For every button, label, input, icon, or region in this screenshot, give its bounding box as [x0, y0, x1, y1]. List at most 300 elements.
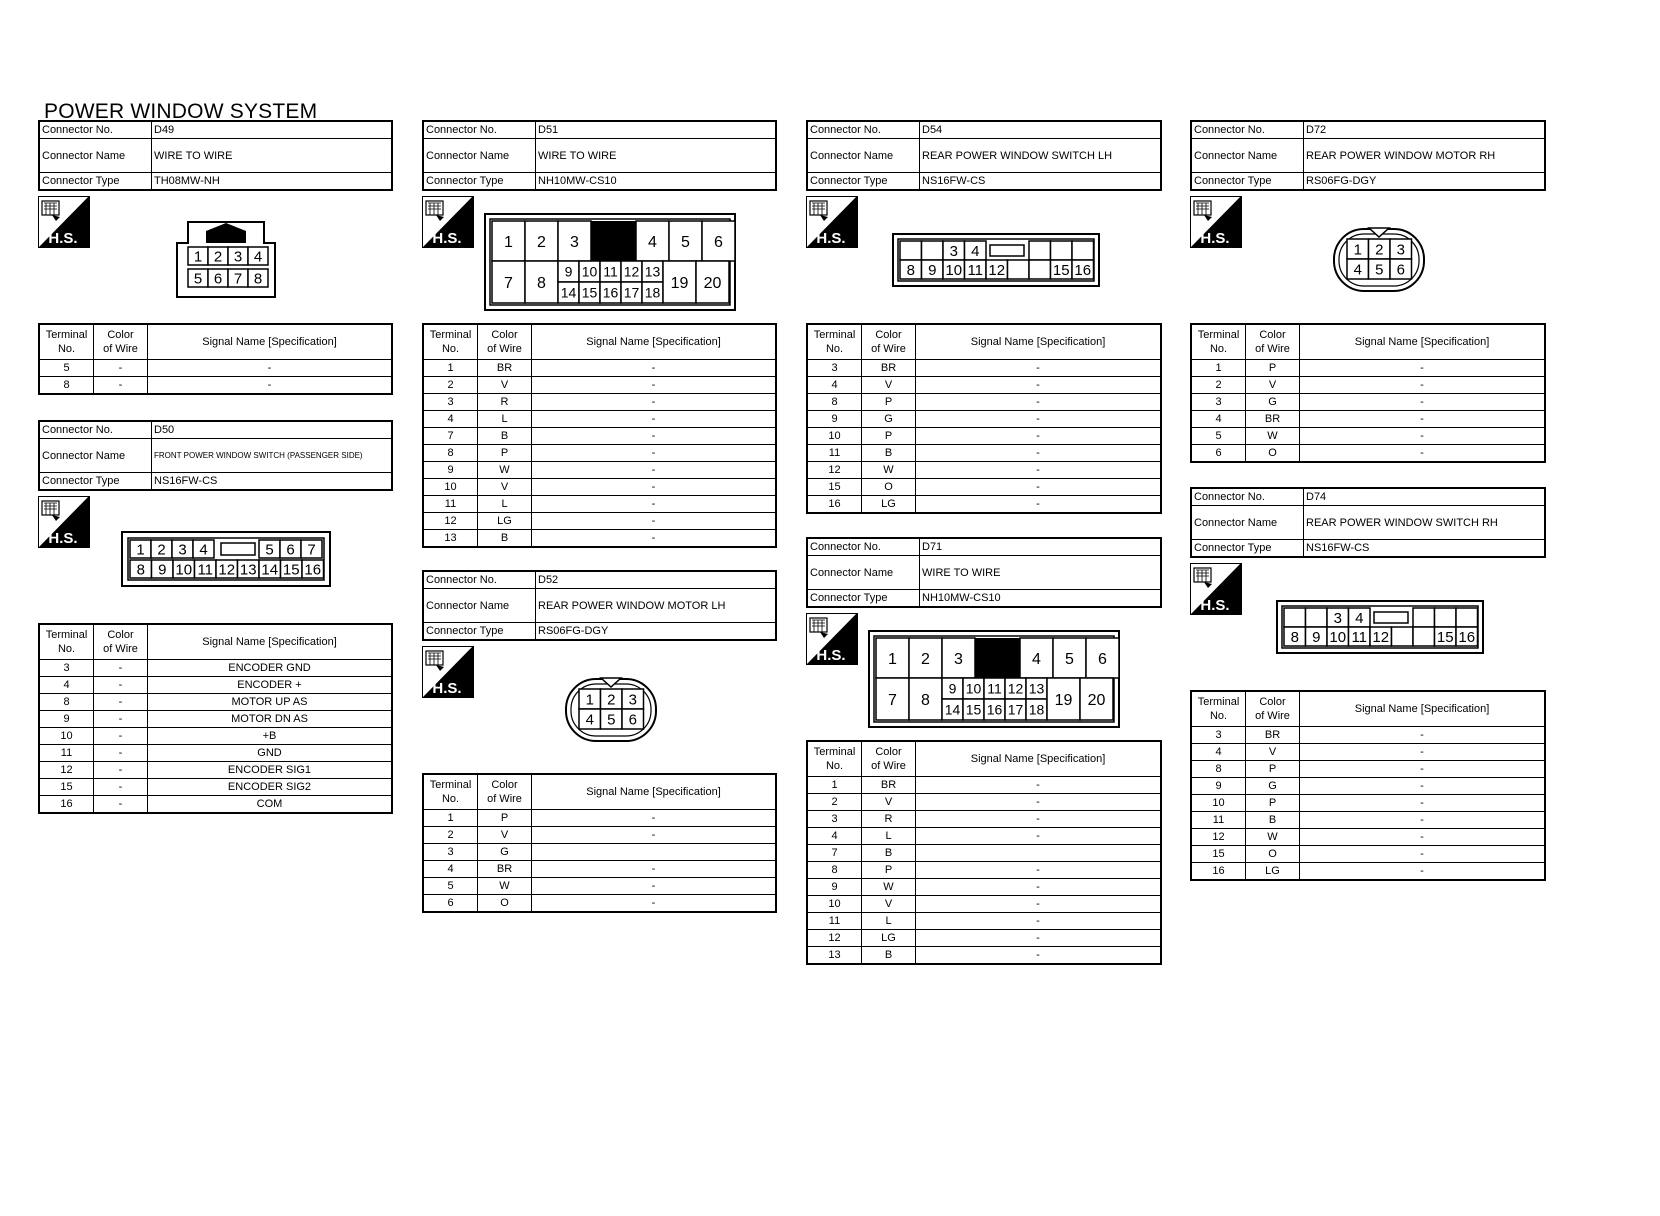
- connector-header: Connector No. D52 Connector Name REAR POWER WINDOW MOTOR LH Connector Type RS06FG-DGY: [422, 570, 777, 641]
- svg-text:14: 14: [560, 284, 577, 301]
- table-row: [423, 496, 776, 513]
- connector-name: WIRE TO WIRE: [152, 139, 393, 173]
- wire-color-cell: P: [862, 394, 916, 411]
- wire-color-cell: G: [862, 411, 916, 428]
- terminal-cell: 12: [807, 930, 862, 947]
- table-row: [807, 896, 1161, 913]
- connector-face-d71: [868, 630, 1120, 728]
- signal-name-cell: -: [916, 496, 1162, 514]
- pin-13: [238, 560, 260, 578]
- table-row: [807, 377, 1161, 394]
- wire-color-cell: W: [478, 462, 532, 479]
- pin-1: [1347, 239, 1369, 259]
- pin-15: [963, 699, 984, 720]
- terminal-table: Terminal No. Color of Wire Signal Name [Specification] 1 P - 2 V - 3 G 4 BR - 5 W - 6 O -: [422, 773, 777, 913]
- table-row: [807, 930, 1161, 947]
- pin-13: [1026, 678, 1047, 699]
- svg-text:12: 12: [623, 263, 640, 280]
- svg-text:2: 2: [607, 691, 616, 709]
- terminal-cell: 3: [807, 811, 862, 828]
- signal-name-cell: -: [1300, 445, 1546, 463]
- wire-color-cell: V: [478, 479, 532, 496]
- connector-name: WIRE TO WIRE: [920, 556, 1162, 590]
- pin-12: [621, 261, 642, 282]
- svg-text:13: 13: [644, 263, 661, 280]
- harness-side-icon: [38, 196, 90, 248]
- pin-2: [208, 247, 228, 265]
- pin-15: [1435, 627, 1457, 646]
- signal-name-cell: -: [916, 794, 1162, 811]
- table-row: [423, 844, 776, 861]
- connector-type: RS06FG-DGY: [536, 623, 777, 641]
- table-row: [807, 777, 1161, 794]
- pin-9: [558, 261, 579, 282]
- table-row: [1191, 727, 1545, 744]
- svg-text:11: 11: [197, 561, 214, 579]
- signal-name-cell: ENCODER GND: [148, 660, 393, 677]
- terminal-cell: 7: [423, 428, 478, 445]
- signal-name-cell: -: [1300, 795, 1546, 812]
- connector-name: REAR POWER WINDOW SWITCH RH: [1304, 506, 1546, 540]
- wire-color-cell: P: [862, 428, 916, 445]
- connector-type: NH10MW-CS10: [920, 590, 1162, 608]
- terminal-cell: 4: [1191, 411, 1246, 428]
- svg-text:8: 8: [906, 261, 915, 279]
- pin-12: [986, 260, 1008, 279]
- terminal-cell: 3: [1191, 727, 1246, 744]
- terminal-cell: 9: [1191, 778, 1246, 795]
- pin-4: [1347, 259, 1369, 279]
- signal-name-cell: -: [916, 913, 1162, 930]
- connector-name: FRONT POWER WINDOW SWITCH (PASSENGER SIDE): [152, 439, 393, 473]
- pin-9: [1306, 627, 1328, 646]
- connector-d50: [38, 420, 393, 814]
- pin-5: [1053, 638, 1086, 678]
- svg-text:H.S.: H.S.: [816, 230, 846, 247]
- signal-name-cell: -: [532, 810, 777, 827]
- svg-text:3: 3: [1396, 241, 1405, 259]
- table-row: [807, 947, 1161, 965]
- connector-number: D51: [536, 121, 777, 139]
- pin-8: [130, 560, 152, 578]
- pin-18: [642, 282, 663, 303]
- svg-text:14: 14: [261, 561, 279, 579]
- pin-: [1284, 608, 1306, 627]
- connector-number: D54: [920, 121, 1162, 139]
- svg-text:H.S.: H.S.: [1200, 597, 1230, 614]
- connector-name: WIRE TO WIRE: [536, 139, 777, 173]
- svg-text:5: 5: [681, 233, 690, 251]
- terminal-table: Terminal No. Color of Wire Signal Name [Specification] 5 - - 8 - -: [38, 323, 393, 395]
- svg-text:18: 18: [1028, 701, 1045, 718]
- connector-name: REAR POWER WINDOW SWITCH LH: [920, 139, 1162, 173]
- table-row: [1191, 829, 1545, 846]
- pin-8: [1284, 627, 1306, 646]
- terminal-cell: 12: [1191, 829, 1246, 846]
- pin-4: [248, 247, 268, 265]
- pin-8: [909, 678, 942, 720]
- signal-name-cell: -: [1300, 360, 1546, 377]
- svg-text:1: 1: [1353, 241, 1362, 259]
- pin-10: [1327, 627, 1349, 646]
- wire-color-cell: G: [478, 844, 532, 861]
- svg-text:11: 11: [603, 263, 618, 280]
- wire-color-cell: R: [478, 394, 532, 411]
- terminal-cell: 9: [807, 411, 862, 428]
- signal-name-cell: -: [1300, 727, 1546, 744]
- terminal-cell: 9: [807, 879, 862, 896]
- signal-name-cell: -: [532, 377, 777, 394]
- terminal-cell: 6: [1191, 445, 1246, 463]
- svg-text:2: 2: [213, 248, 223, 266]
- signal-name-cell: -: [1300, 846, 1546, 863]
- svg-text:15: 15: [1436, 628, 1454, 646]
- terminal-cell: 3: [1191, 394, 1246, 411]
- wire-color-cell: B: [478, 428, 532, 445]
- terminal-cell: 10: [423, 479, 478, 496]
- pin-9: [942, 678, 963, 699]
- pin-5: [669, 221, 702, 261]
- signal-name-cell: -: [916, 428, 1162, 445]
- svg-text:2: 2: [157, 541, 166, 559]
- table-row: [423, 479, 776, 496]
- table-row: [807, 845, 1161, 862]
- harness-side-icon: [422, 646, 474, 698]
- svg-text:12: 12: [988, 261, 1006, 279]
- svg-text:11: 11: [987, 680, 1002, 697]
- connector-name: REAR POWER WINDOW MOTOR RH: [1304, 139, 1546, 173]
- terminal-cell: 4: [39, 677, 94, 694]
- wire-color-cell: G: [1246, 778, 1300, 795]
- table-row: [807, 879, 1161, 896]
- connector-type: NS16FW-CS: [1304, 540, 1546, 558]
- connector-face-d51: [484, 213, 736, 311]
- terminal-cell: 7: [807, 845, 862, 862]
- table-row: [423, 895, 776, 913]
- table-row: [1191, 445, 1545, 463]
- svg-text:9: 9: [564, 263, 573, 280]
- wire-color-cell: -: [94, 728, 148, 745]
- wire-color-cell: LG: [862, 930, 916, 947]
- table-row: [1191, 846, 1545, 863]
- terminal-cell: 12: [423, 513, 478, 530]
- terminal-cell: 8: [39, 694, 94, 711]
- signal-name-cell: -: [532, 878, 777, 895]
- pin-15: [579, 282, 600, 303]
- svg-text:2: 2: [921, 650, 930, 668]
- wire-color-cell: BR: [862, 360, 916, 377]
- wire-color-cell: R: [862, 811, 916, 828]
- terminal-cell: 10: [1191, 795, 1246, 812]
- svg-text:4: 4: [199, 541, 208, 559]
- pin-9: [152, 560, 174, 578]
- pin-7: [228, 269, 248, 287]
- svg-text:20: 20: [703, 274, 722, 292]
- wire-color-cell: -: [94, 779, 148, 796]
- pin-17: [1005, 699, 1026, 720]
- table-row: [807, 360, 1161, 377]
- signal-name-cell: -: [532, 895, 777, 913]
- svg-text:17: 17: [623, 284, 640, 301]
- pin-: [1413, 627, 1435, 646]
- connector-face-d49: [176, 221, 278, 299]
- svg-text:15: 15: [965, 701, 982, 718]
- signal-name-cell: -: [532, 530, 777, 548]
- wire-color-cell: LG: [862, 496, 916, 514]
- connector-number: D71: [920, 538, 1162, 556]
- wire-color-cell: L: [478, 496, 532, 513]
- wire-color-cell: P: [1246, 761, 1300, 778]
- wire-color-cell: BR: [1246, 411, 1300, 428]
- terminal-cell: 1: [1191, 360, 1246, 377]
- svg-text:10: 10: [945, 261, 963, 279]
- terminal-cell: 8: [1191, 761, 1246, 778]
- table-row: [807, 411, 1161, 428]
- pin-7: [301, 540, 322, 558]
- svg-text:16: 16: [986, 701, 1003, 718]
- terminal-cell: 12: [39, 762, 94, 779]
- table-row: [423, 377, 776, 394]
- table-row: [423, 810, 776, 827]
- table-row: [39, 728, 392, 745]
- signal-name-cell: -: [916, 862, 1162, 879]
- svg-text:15: 15: [1052, 261, 1070, 279]
- pin-17: [621, 282, 642, 303]
- wire-color-cell: W: [862, 879, 916, 896]
- pin-10: [963, 678, 984, 699]
- table-row: [39, 762, 392, 779]
- signal-name-cell: -: [916, 445, 1162, 462]
- svg-text:7: 7: [888, 691, 897, 709]
- pin-6: [208, 269, 228, 287]
- table-row: [39, 711, 392, 728]
- pin-11: [965, 260, 987, 279]
- table-row: [807, 394, 1161, 411]
- pin-3: [228, 247, 248, 265]
- connector-d52: [422, 570, 777, 913]
- pin-12: [1370, 627, 1392, 646]
- connector-d71: [806, 537, 1162, 965]
- wire-color-cell: -: [94, 745, 148, 762]
- svg-text:16: 16: [1458, 628, 1476, 646]
- terminal-cell: 13: [807, 947, 862, 965]
- connector-number: D50: [152, 421, 393, 439]
- svg-text:1: 1: [888, 650, 897, 668]
- terminal-cell: 5: [1191, 428, 1246, 445]
- wire-color-cell: P: [478, 445, 532, 462]
- harness-side-icon: [806, 613, 858, 665]
- signal-name-cell: -: [532, 445, 777, 462]
- wire-color-cell: -: [94, 694, 148, 711]
- pin-: [1029, 260, 1051, 279]
- wire-color-cell: -: [94, 360, 148, 377]
- terminal-cell: 1: [423, 360, 478, 377]
- table-row: [423, 513, 776, 530]
- connector-number: D49: [152, 121, 393, 139]
- signal-name-cell: -: [532, 394, 777, 411]
- pin-16: [1456, 627, 1478, 646]
- pin-15: [281, 560, 303, 578]
- pin-11: [1349, 627, 1371, 646]
- wire-color-cell: O: [478, 895, 532, 913]
- pin-4: [1020, 638, 1053, 678]
- svg-text:9: 9: [928, 261, 937, 279]
- table-row: [39, 779, 392, 796]
- signal-name-cell: -: [1300, 744, 1546, 761]
- wire-color-cell: B: [478, 530, 532, 548]
- table-row: [807, 479, 1161, 496]
- signal-name-cell: -: [916, 479, 1162, 496]
- pin-6: [280, 540, 301, 558]
- connector-number: D52: [536, 571, 777, 589]
- wire-color-cell: V: [862, 794, 916, 811]
- terminal-cell: 11: [807, 913, 862, 930]
- svg-text:H.S.: H.S.: [432, 230, 462, 247]
- svg-text:6: 6: [1396, 261, 1405, 279]
- wire-color-cell: V: [1246, 377, 1300, 394]
- svg-text:10: 10: [965, 680, 982, 697]
- svg-text:3: 3: [954, 650, 963, 668]
- terminal-cell: 1: [807, 777, 862, 794]
- table-row: [807, 428, 1161, 445]
- terminal-cell: 5: [423, 878, 478, 895]
- signal-name-cell: -: [916, 930, 1162, 947]
- svg-text:3: 3: [949, 242, 958, 260]
- wire-color-cell: O: [1246, 846, 1300, 863]
- svg-text:5: 5: [1375, 261, 1384, 279]
- pin-14: [558, 282, 579, 303]
- signal-name-cell: MOTOR DN AS: [148, 711, 393, 728]
- svg-text:8: 8: [921, 691, 930, 709]
- terminal-cell: 10: [807, 428, 862, 445]
- connector-type: NH10MW-CS10: [536, 173, 777, 191]
- terminal-cell: 12: [807, 462, 862, 479]
- pin-2: [525, 221, 558, 261]
- pin-8: [248, 269, 268, 287]
- pin-1: [188, 247, 208, 265]
- svg-text:15: 15: [581, 284, 598, 301]
- signal-name-cell: -: [916, 411, 1162, 428]
- pin-: [1306, 608, 1328, 627]
- svg-text:3: 3: [178, 541, 187, 559]
- harness-side-icon: [1190, 196, 1242, 248]
- terminal-table: Terminal No. Color of Wire Signal Name [Specification] 1 P - 2 V - 3 G - 4 BR - 5 W - 6 O -: [1190, 323, 1546, 463]
- connector-header: Connector No. D50 Connector Name FRONT POWER WINDOW SWITCH (PASSENGER SIDE) Connector Type NS16FW-CS: [38, 420, 393, 491]
- terminal-cell: 11: [39, 745, 94, 762]
- svg-text:6: 6: [714, 233, 723, 251]
- wire-color-cell: BR: [478, 861, 532, 878]
- svg-text:19: 19: [670, 274, 689, 292]
- pin-: [1008, 260, 1030, 279]
- harness-side-icon: [1190, 563, 1242, 615]
- pin-9: [922, 260, 944, 279]
- signal-name-cell: -: [148, 360, 393, 377]
- wire-color-cell: LG: [478, 513, 532, 530]
- svg-text:10: 10: [581, 263, 598, 280]
- wire-color-cell: O: [862, 479, 916, 496]
- connector-type: TH08MW-NH: [152, 173, 393, 191]
- key-slot: [591, 221, 636, 261]
- svg-text:H.S.: H.S.: [48, 230, 78, 247]
- wire-color-cell: BR: [478, 360, 532, 377]
- signal-name-cell: -: [916, 879, 1162, 896]
- connector-type: NS16FW-CS: [920, 173, 1162, 191]
- terminal-table: Terminal No. Color of Wire Signal Name [Specification] 3 BR - 4 V - 8 P - 9 G - 10 P - 11 B - 12 W - 15 O - 16 LG -: [806, 323, 1162, 514]
- signal-name-cell: +B: [148, 728, 393, 745]
- signal-name-cell: GND: [148, 745, 393, 762]
- wire-color-cell: P: [1246, 795, 1300, 812]
- svg-text:1: 1: [193, 248, 203, 266]
- table-row: [423, 411, 776, 428]
- connector-header: Connector No. D49 Connector Name WIRE TO WIRE Connector Type TH08MW-NH: [38, 120, 393, 191]
- pin-2: [601, 689, 623, 709]
- svg-text:4: 4: [648, 233, 657, 251]
- terminal-cell: 8: [807, 862, 862, 879]
- pin-: [1392, 627, 1414, 646]
- wire-color-cell: V: [478, 827, 532, 844]
- connector-number: D72: [1304, 121, 1546, 139]
- pin-8: [525, 261, 558, 303]
- signal-name-cell: -: [916, 377, 1162, 394]
- pin-2: [909, 638, 942, 678]
- terminal-cell: 3: [807, 360, 862, 377]
- terminal-cell: 4: [423, 411, 478, 428]
- table-row: [807, 828, 1161, 845]
- table-row: [807, 794, 1161, 811]
- table-row: [423, 428, 776, 445]
- signal-name-cell: -: [916, 811, 1162, 828]
- wire-color-cell: W: [1246, 428, 1300, 445]
- wire-color-cell: L: [862, 913, 916, 930]
- terminal-cell: 11: [1191, 812, 1246, 829]
- pin-: [1029, 241, 1051, 260]
- signal-name-cell: -: [532, 479, 777, 496]
- svg-text:15: 15: [282, 561, 300, 579]
- terminal-cell: 2: [423, 827, 478, 844]
- terminal-cell: 3: [423, 844, 478, 861]
- pin-14: [942, 699, 963, 720]
- wire-color-cell: -: [94, 377, 148, 395]
- pin-6: [702, 221, 735, 261]
- pin-5: [601, 709, 623, 729]
- terminal-cell: 15: [1191, 846, 1246, 863]
- connector-type: RS06FG-DGY: [1304, 173, 1546, 191]
- pin-5: [1369, 259, 1391, 279]
- table-row: [39, 677, 392, 694]
- table-row: [39, 660, 392, 677]
- connector-face-d50: [121, 531, 331, 587]
- svg-text:3: 3: [570, 233, 579, 251]
- terminal-cell: 2: [807, 794, 862, 811]
- pin-3: [172, 540, 193, 558]
- wire-color-cell: P: [1246, 360, 1300, 377]
- signal-name-cell: -: [1300, 829, 1546, 846]
- signal-name-cell: -: [1300, 863, 1546, 881]
- terminal-cell: 9: [39, 711, 94, 728]
- signal-name-cell: -: [916, 394, 1162, 411]
- connector-number: D74: [1304, 488, 1546, 506]
- wire-color-cell: B: [862, 445, 916, 462]
- table-row: [423, 462, 776, 479]
- connector-d51: [422, 120, 777, 548]
- terminal-cell: 13: [423, 530, 478, 548]
- harness-side-icon: [38, 496, 90, 548]
- signal-name-cell: ENCODER SIG1: [148, 762, 393, 779]
- pin-11: [600, 261, 621, 282]
- table-row: [423, 530, 776, 548]
- wire-color-cell: BR: [1246, 727, 1300, 744]
- pin-: [1435, 608, 1457, 627]
